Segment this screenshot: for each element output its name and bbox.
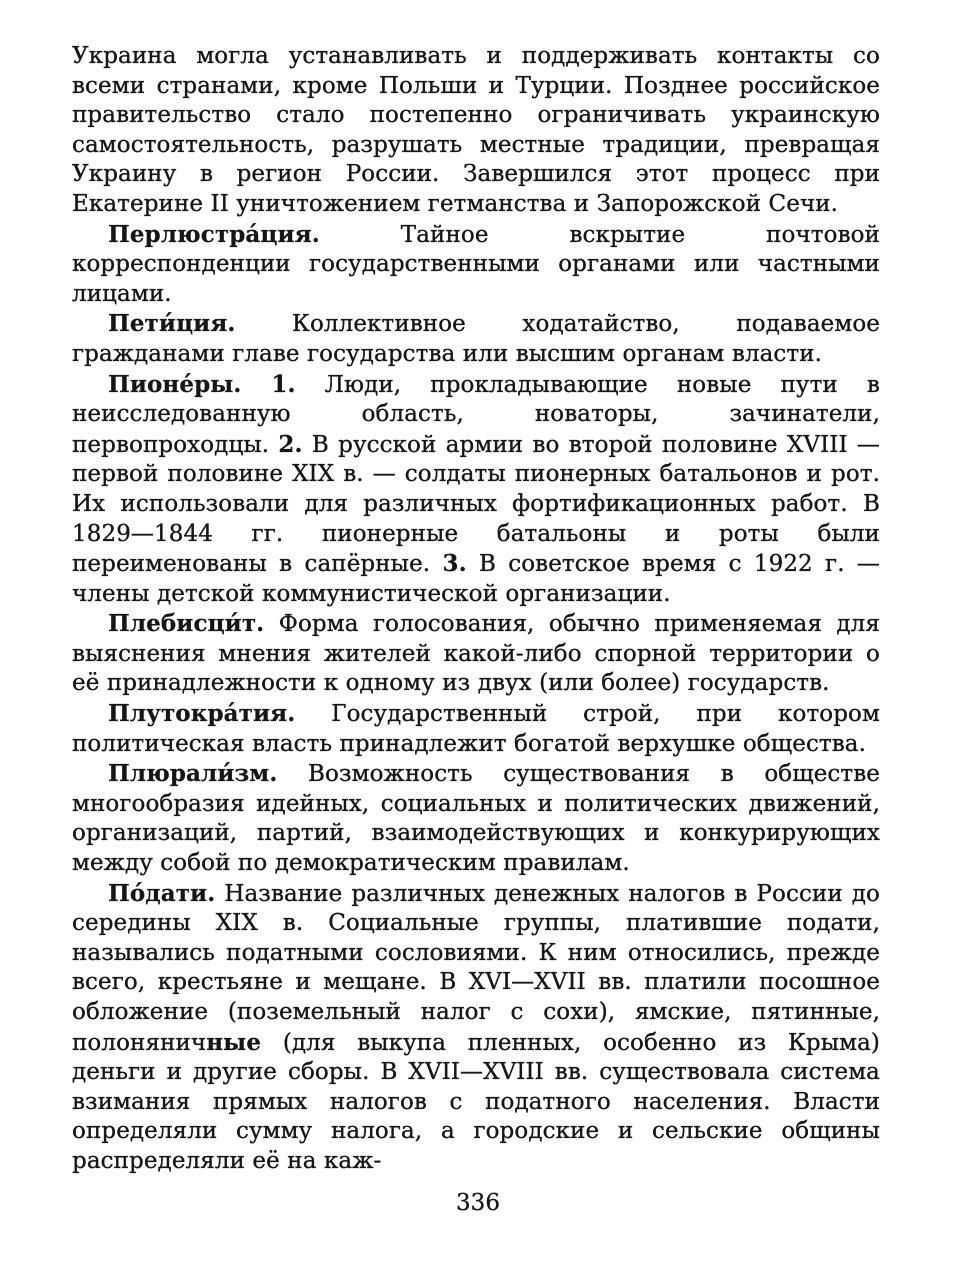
entry-term: Пионе́ры. 1. [108, 370, 296, 398]
list-number: 2. [278, 430, 303, 458]
body-text: Название различных денежных налогов в России до середины XIX в. Социальные группы, платившие подати, назывались податными сословиями. К ним относились, прежде всего, крестьяне и мещане. В XVI—XVII вв. платили посошное обложение (поземельный налог с сохи), ямские, пятинные, полонянич [72, 880, 880, 1056]
body-text: Форма голосования, обычно применяемая для выяснения мнения жителей какой-либо спорной территории о её принадлежности к одному из двух (или более) государств. [72, 611, 880, 697]
entry-term: По́дати. [108, 879, 216, 907]
paragraph-petitsiya [72, 309, 880, 369]
body-text: (для выкупа пленных, особенно из Крыма) деньги и другие сборы. В XVII—XVIII вв. существовала система взимания прямых налогов с податного населения. Власти определяли сумму налога, а городские и сельские общины распределяли её на каж- [72, 1029, 880, 1174]
paragraph-perlyustratsiya [72, 220, 880, 310]
page-number: 336 [456, 1190, 500, 1216]
body-text: Возможность существования в обществе многообразия идейных, социальных и политических движений, организаций, партий, взаимодействующих и конкурирующих между собой по демократическим правилам. [72, 761, 880, 877]
entry-term: Перлюстра́ция. [108, 220, 320, 248]
paragraph-podati [72, 879, 880, 1177]
paragraph-plutokratiya [72, 699, 880, 759]
paragraph-pionery [72, 370, 880, 610]
body-text: Люди, прокладывающие новые пути в неисследованную область, новаторы, зачинатели, первопроходцы. [72, 371, 880, 458]
body-text: Тайное вскрытие почтовой корреспонденции государственными органами или частными лицами. [72, 221, 880, 307]
paragraph-plebistsit [72, 609, 880, 699]
paragraph-ukraina-continuation [72, 42, 880, 220]
bold-fragment: ные [206, 1028, 262, 1056]
entry-term: Плюрали́зм. [108, 760, 278, 788]
body-text: Коллективное ходатайство, подаваемое гражданами главе государства или высшим органам власти. [72, 311, 880, 367]
entry-term: Пети́ция. [108, 310, 236, 338]
list-number: 3. [442, 550, 467, 578]
body-text: Украина могла устанавливать и поддерживать контакты со всеми странами, кроме Польши и Турции. Позднее российское правительство стало постепенно ограничивать украинскую самостоятельность, разрушать местные традиции, превращая Украину в регион России. Завершился этот процесс при Екатерине II уничтожением гетманства и Запорожской Сечи. [72, 43, 880, 217]
body-text: Государственный строй, при котором политическая власть принадлежит богатой верхушке общества. [72, 701, 880, 757]
body-text: В советское время с 1922 г. — члены детской коммунистической организации. [72, 551, 880, 607]
body-text: В русской армии во второй половине XVIII — первой половине XIX в. — солдаты пионерных батальонов и рот. Их использовали для различных фортификационных работ. В 1829—1844 гг. пионерные батальоны и роты были переименованы в сапёрные. [72, 431, 881, 578]
text-column [72, 42, 880, 1177]
entry-term: Плебисци́т. [108, 610, 265, 638]
paragraph-plyuralizm [72, 759, 880, 878]
entry-term: Плутокра́тия. [108, 700, 296, 728]
